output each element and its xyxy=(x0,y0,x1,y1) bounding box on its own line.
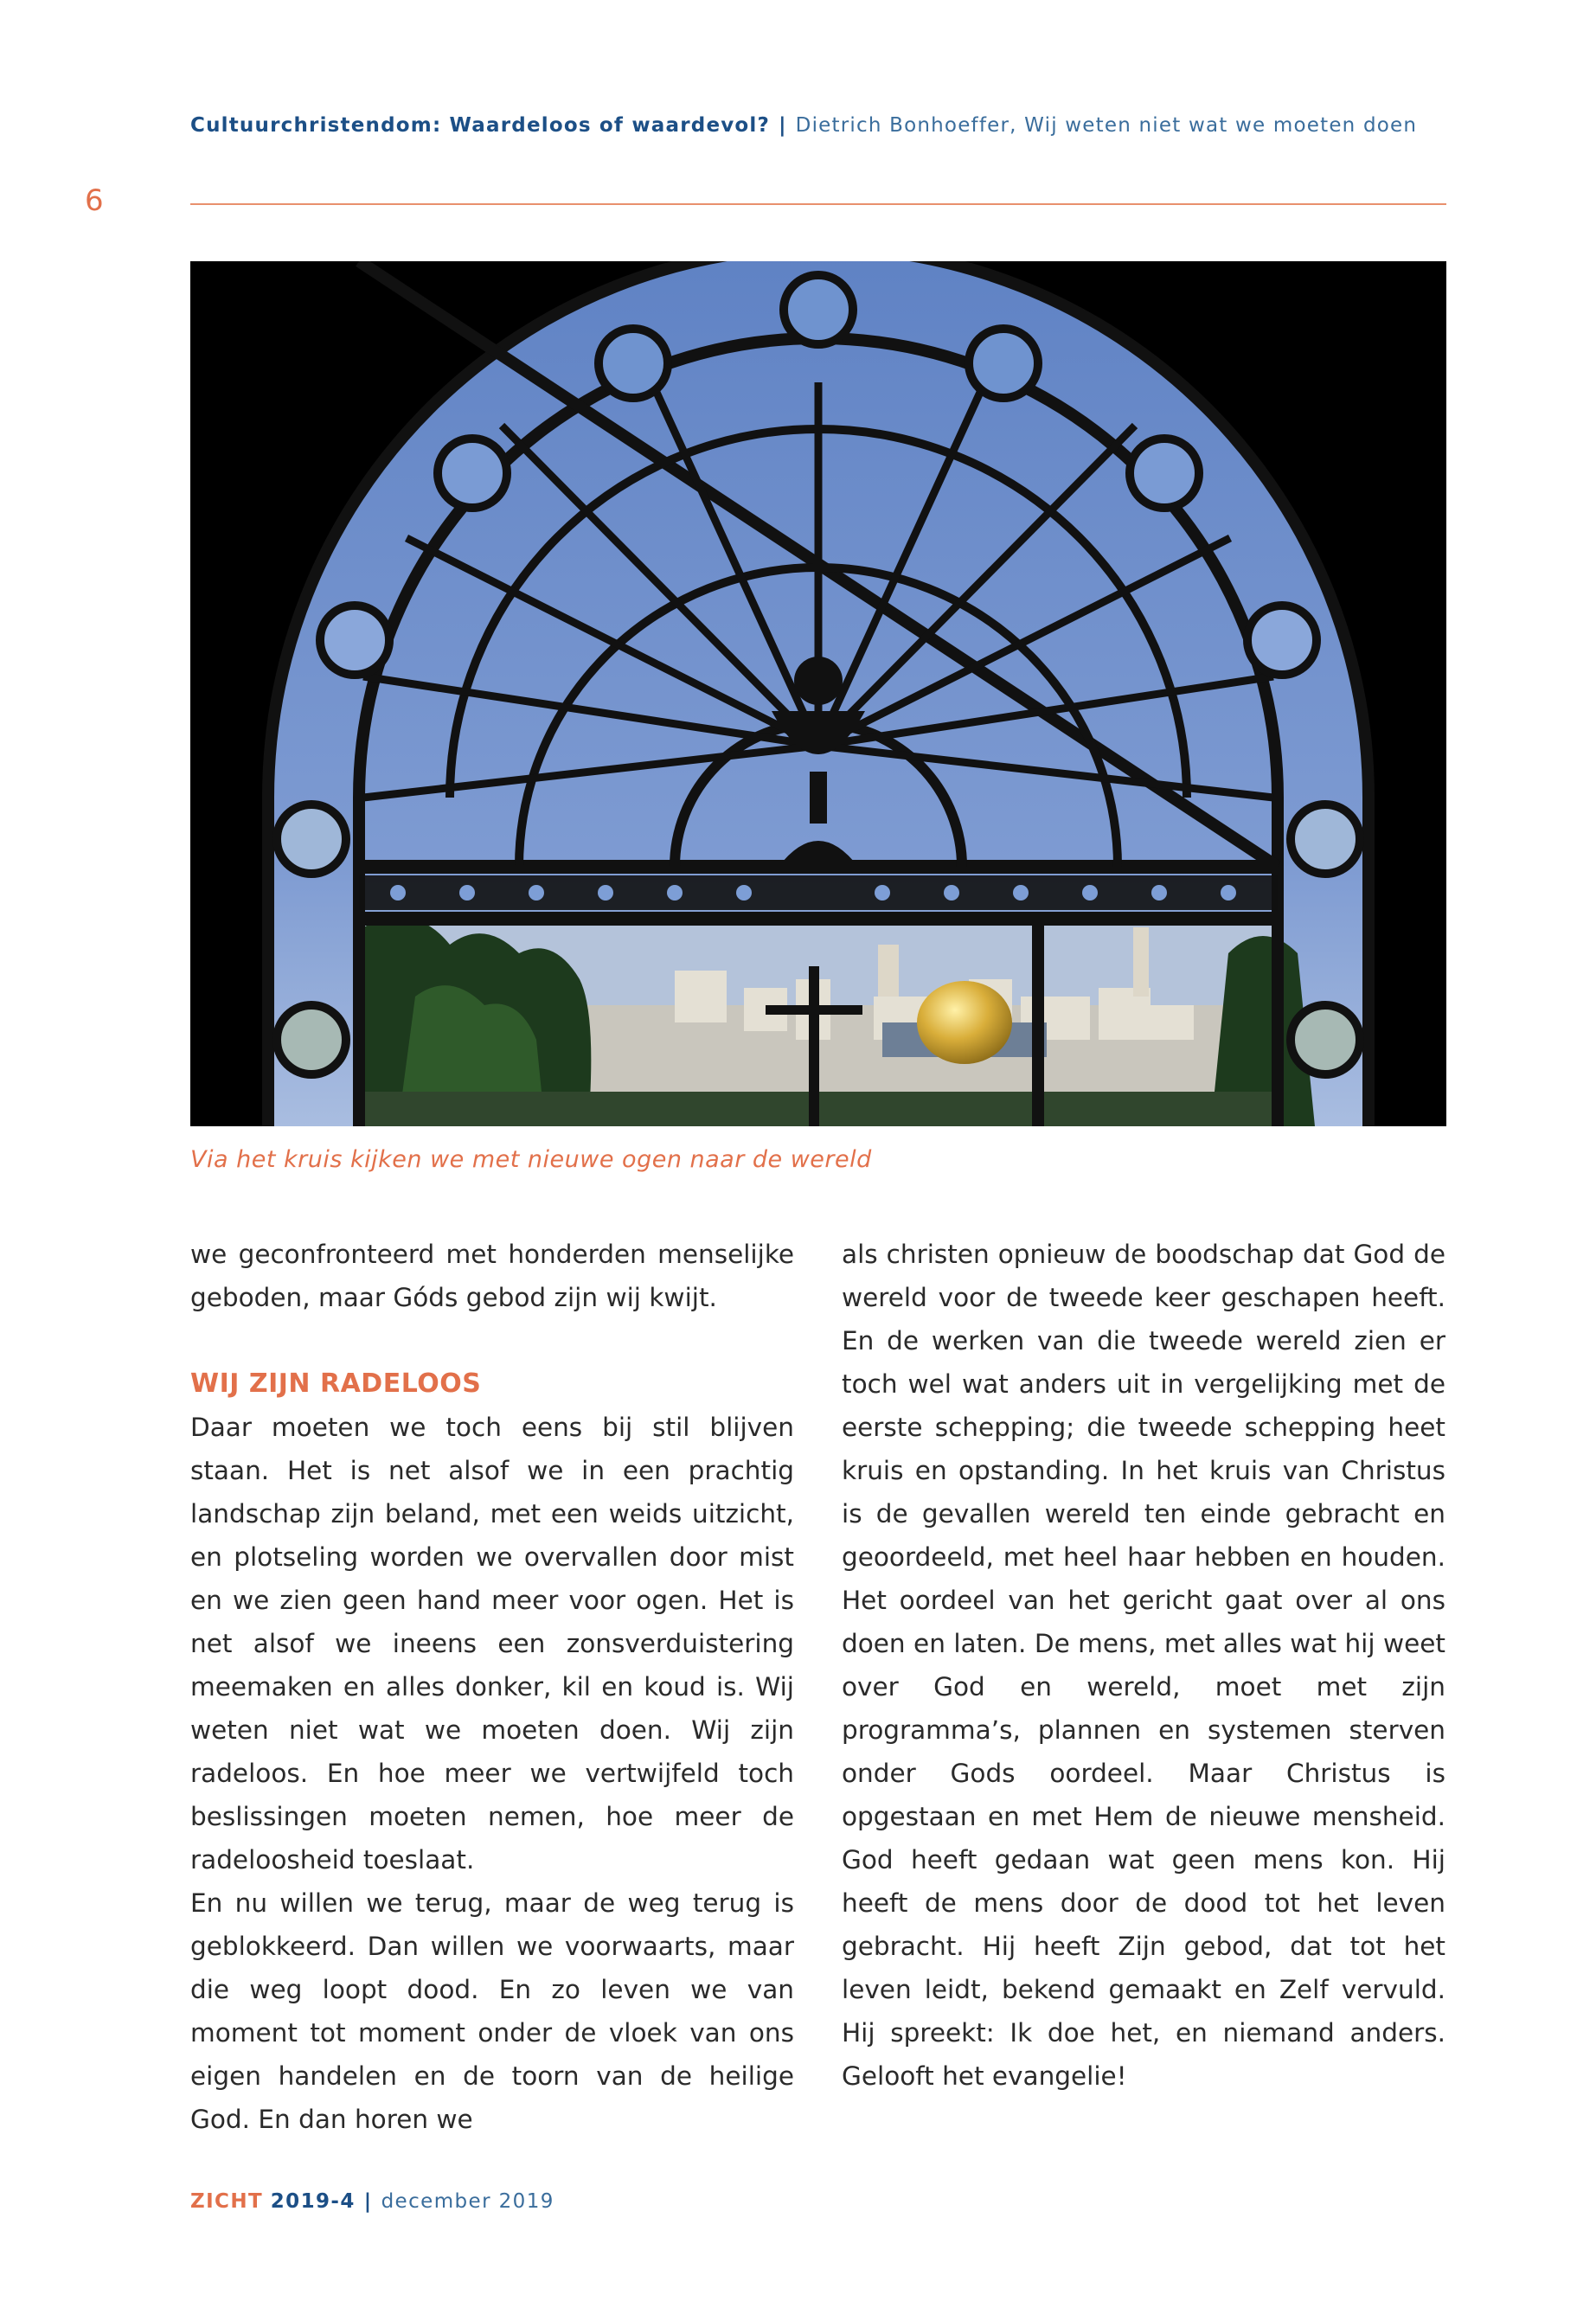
running-footer xyxy=(190,2190,554,2213)
left-paragraph-2: Daar moeten we toch eens bij stil blijven staan. Het is net alsof we in een prachtig landschap zijn beland, met een weids uitzicht, en plotseling worden we overvallen door mist en we zien geen hand meer voor ogen. Het is net alsof we ineens een zonsverduistering meemaken en alles donker, kil en koud is. Wij weten niet wat we moeten doen. Wij zijn radeloos. En hoe meer we vertwijfeld toch beslissingen moeten nemen, hoe meer de radeloosheid toeslaat. xyxy=(190,1413,794,1875)
window-arch-illustration xyxy=(190,261,1446,1126)
header-separator: | xyxy=(779,114,787,137)
magazine-name: ZICHT xyxy=(190,2190,264,2213)
right-column xyxy=(842,1233,1445,2098)
golden-dome xyxy=(917,981,1012,1064)
right-paragraph-1: als christen opnieuw de boodschap dat God de wereld voor de tweede keer geschapen heeft. En de werken van die tweede wereld zien er toch wel wat anders uit in vergelijking met de eerste schepping; die tweede schepping heet kruis en opstanding. In het kruis van Christus is de gevallen wereld ten einde gebracht en geoordeeld, met heel haar hebben en houden. Het oordeel van het gericht gaat over al ons doen en laten. De mens, met alles wat hij weet over God en wereld, moet met zijn programma’s, plannen en systemen sterven onder Gods oordeel. Maar Christus is opgestaan en met Hem de nieuwe mensheid. God heeft gedaan wat geen mens kon. Hij heeft de mens door de dood tot het leven gebracht. Hij heeft Zijn gebod, dat tot het leven leidt, bekend gemaakt en Zelf vervuld. Hij spreekt: Ik doe het, en niemand anders. Gelooft het evangelie! xyxy=(842,1240,1445,2091)
running-header xyxy=(190,114,1453,137)
series-title: Cultuurchristendom: Waardeloos of waardevol? xyxy=(190,114,771,137)
left-column xyxy=(190,1233,794,2141)
photo-window-jerusalem xyxy=(190,261,1446,1126)
page-number: 6 xyxy=(85,183,104,218)
issue-date: december 2019 xyxy=(381,2190,554,2213)
section-heading: WIJ ZIJN RADELOOS xyxy=(190,1368,482,1399)
left-paragraph-1: we geconfronteerd met honderden menselijke geboden, maar Góds gebod zijn wij kwijt. xyxy=(190,1240,794,1312)
footer-separator: | xyxy=(363,2190,373,2213)
photo-caption: Via het kruis kijken we met nieuwe ogen naar de wereld xyxy=(190,1146,872,1173)
article-title: Dietrich Bonhoeffer, Wij weten niet wat we moeten doen xyxy=(795,114,1418,137)
header-rule xyxy=(190,203,1446,205)
issue-number: 2019-4 xyxy=(270,2190,356,2213)
left-paragraph-3: En nu willen we terug, maar de weg terug is geblokkeerd. Dan willen we voorwaarts, maar die weg loopt dood. En zo leven we van moment tot moment onder de vloek van ons eigen handelen en de toorn van de heilige God. En dan horen we xyxy=(190,1888,794,2134)
